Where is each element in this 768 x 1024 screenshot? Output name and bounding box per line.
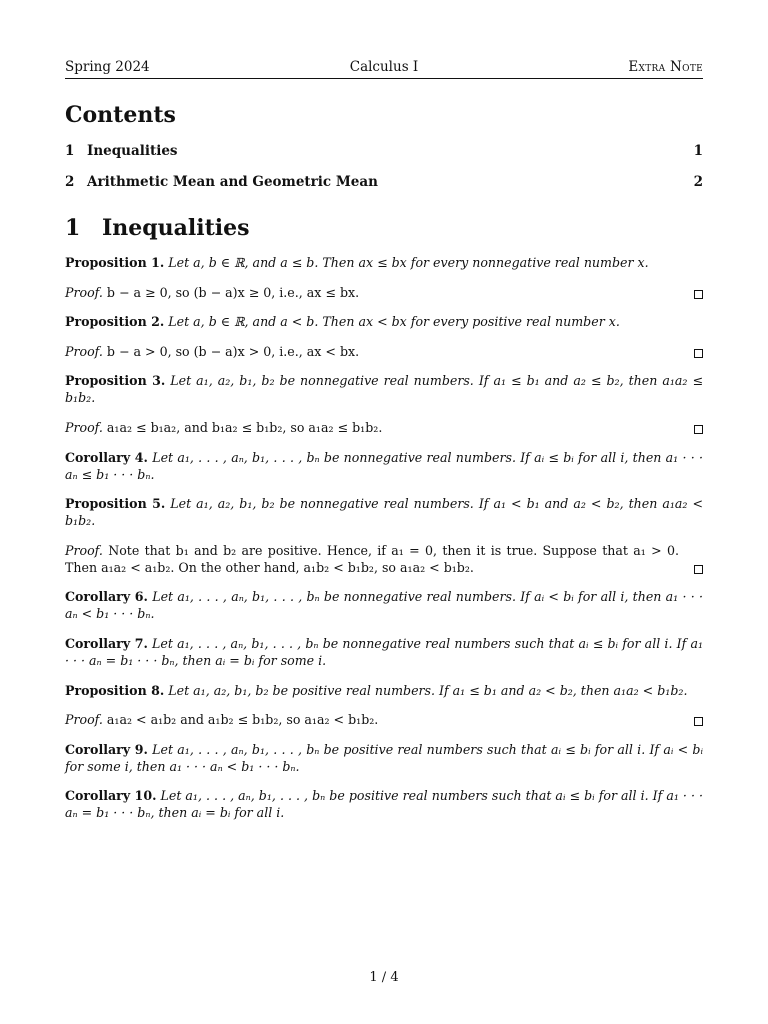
proof xyxy=(65,284,703,301)
toc-entry[interactable] xyxy=(65,143,703,159)
qed-box-icon xyxy=(694,425,703,434)
statement-label: Proposition 8. xyxy=(65,682,165,698)
proof xyxy=(65,419,703,436)
proof-text: b − a ≥ 0, so (b − a)x ≥ 0, i.e., ax ≤ bx. xyxy=(106,284,360,300)
proposition xyxy=(65,682,703,699)
proposition xyxy=(65,495,703,529)
corollary xyxy=(65,741,703,775)
statement-text: Let a, b ∈ ℝ, and a < b. Then ax < bx for every positive real number x. xyxy=(168,314,620,330)
section-title-text: Inequalities xyxy=(102,215,250,241)
statement-label: Corollary 10. xyxy=(65,788,157,804)
qed-box-icon xyxy=(694,349,703,358)
corollary xyxy=(65,449,703,483)
page-number: 1 / 4 xyxy=(369,970,399,985)
header-note-type: Extra Note xyxy=(628,59,703,75)
corollary xyxy=(65,588,703,622)
proof-label: Proof. xyxy=(65,542,103,558)
statement-label: Proposition 1. xyxy=(65,255,165,270)
corollary xyxy=(65,787,703,821)
proof-label: Proof. xyxy=(65,419,103,435)
page-header xyxy=(65,58,703,79)
proposition xyxy=(65,372,703,406)
qed-box-icon xyxy=(694,717,703,726)
proof-text: b − a > 0, so (b − a)x > 0, i.e., ax < bx. xyxy=(106,343,360,359)
toc-entry-page[interactable]: 1 xyxy=(693,143,703,159)
statement-text: Let a, b ∈ ℝ, and a ≤ b. Then ax ≤ bx for every nonnegative real number x. xyxy=(168,255,649,270)
statement-text: Let a₁, . . . , aₙ, b₁, . . . , bₙ be nonnegative real numbers. If aᵢ < bᵢ for all i, then a₁ · · · aₙ < b₁ · · · bₙ. xyxy=(65,589,704,622)
toc-entry[interactable] xyxy=(65,174,703,190)
qed-box-icon xyxy=(694,290,703,299)
proof-label: Proof. xyxy=(65,712,103,728)
proof xyxy=(65,343,703,360)
statement-label: Corollary 7. xyxy=(65,635,148,651)
statement-label: Proposition 2. xyxy=(65,314,165,330)
statement-label: Corollary 6. xyxy=(65,589,148,605)
statement-text: Let a₁, . . . , aₙ, b₁, . . . , bₙ be positive real numbers such that aᵢ ≤ bᵢ for all i. If aᵢ < bᵢ for some i, then a₁ · · · aₙ < b₁ · · · bₙ. xyxy=(65,741,703,774)
statement-label: Corollary 9. xyxy=(65,741,148,757)
section-number: 1 xyxy=(65,215,81,241)
proof xyxy=(65,711,703,728)
toc-title: Contents xyxy=(65,102,176,128)
proof-label: Proof. xyxy=(65,284,103,300)
header-course: Calculus I xyxy=(349,59,419,75)
toc-entry-page[interactable]: 2 xyxy=(693,174,703,190)
statement-text: Let a₁, . . . , aₙ, b₁, . . . , bₙ be nonnegative real numbers. If aᵢ ≤ bᵢ for all i, then a₁ · · · aₙ ≤ b₁ · · · bₙ. xyxy=(65,449,704,482)
proposition xyxy=(65,254,703,271)
proof-text: a₁a₂ < a₁b₂ and a₁b₂ ≤ b₁b₂, so a₁a₂ < b₁b₂. xyxy=(106,712,379,728)
statement-text: Let a₁, a₂, b₁, b₂ be nonnegative real numbers. If a₁ ≤ b₁ and a₂ ≤ b₂, then a₁a₂ ≤ b₁b₂. xyxy=(65,373,703,406)
statement-label: Proposition 3. xyxy=(65,373,166,389)
statement-label: Corollary 4. xyxy=(65,449,148,465)
qed-box-icon xyxy=(694,565,703,574)
section-body xyxy=(65,254,703,834)
proposition xyxy=(65,313,703,330)
statement-text: Let a₁, . . . , aₙ, b₁, . . . , bₙ be nonnegative real numbers such that aᵢ ≤ bᵢ for all i. If a₁ · · · aₙ = b₁ · · · bₙ, then aᵢ = bᵢ for some i. xyxy=(65,635,703,668)
statement-text: Let a₁, a₂, b₁, b₂ be nonnegative real numbers. If a₁ < b₁ and a₂ < b₂, then a₁a₂ < b₁b₂. xyxy=(65,496,703,529)
proof-label: Proof. xyxy=(65,343,103,359)
statement-text: Let a₁, a₂, b₁, b₂ be positive real numbers. If a₁ ≤ b₁ and a₂ < b₂, then a₁a₂ < b₁b₂. xyxy=(168,682,688,698)
header-term: Spring 2024 xyxy=(65,59,150,75)
proof-text: Note that b₁ and b₂ are positive. Hence, if a₁ = 0, then it is true. Suppose that a₁ > 0. Then a₁a₂ < a₁b₂. On the other hand, a₁b₂ < b₁b₂, so a₁a₂ < b₁b₂. xyxy=(65,542,679,575)
proof xyxy=(65,542,703,576)
toc-entry-number: 2 xyxy=(65,174,75,190)
toc-entry-number: 1 xyxy=(65,143,75,159)
corollary xyxy=(65,635,703,669)
proof-text: a₁a₂ ≤ b₁a₂, and b₁a₂ ≤ b₁b₂, so a₁a₂ ≤ b₁b₂. xyxy=(106,419,383,435)
statement-label: Proposition 5. xyxy=(65,496,166,512)
toc-entry-title[interactable]: Arithmetic Mean and Geometric Mean xyxy=(87,174,378,190)
toc-entry-title[interactable]: Inequalities xyxy=(87,143,178,159)
statement-text: Let a₁, . . . , aₙ, b₁, . . . , bₙ be positive real numbers such that aᵢ ≤ bᵢ for all i. If a₁ · · · aₙ = b₁ · · · bₙ, then aᵢ = bᵢ for all i. xyxy=(65,788,704,821)
section-heading xyxy=(65,215,250,241)
